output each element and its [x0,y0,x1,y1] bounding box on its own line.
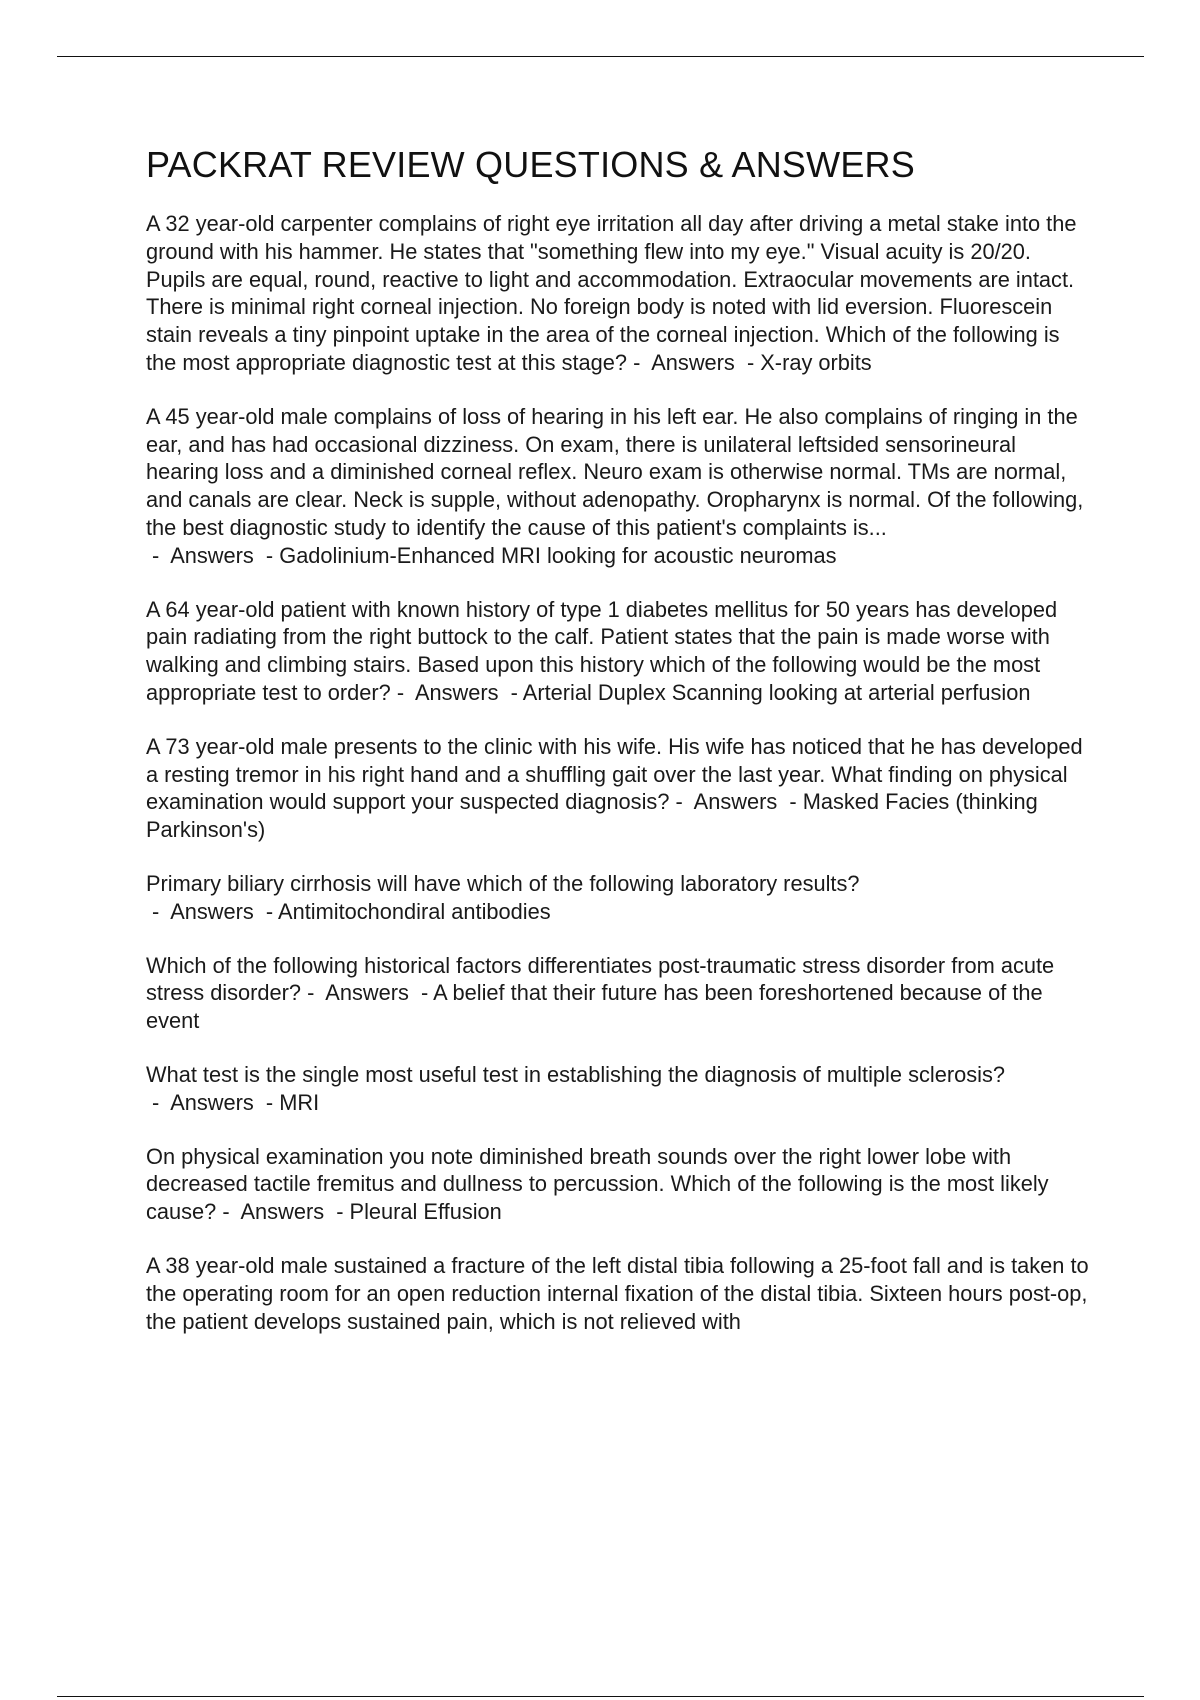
question-text: A 38 year-old male sustained a fracture of the left distal tibia following a 25-foot fall and is taken to the operating room for an open reduction internal fixation of the distal tibia. Sixteen hours post-op, the patient develops sustained pain, which is not relieved with [146,1252,1089,1334]
question-text: A 32 year-old carpenter complains of right eye irritation all day after driving a metal stake into the ground with his hammer. He states that "something flew into my eye." Visual acuity is 20/20. Pupils are equal, round, reactive to light and accommodation. Extraocular movements are intact. There is minimal right corneal injection. No foreign body is noted with lid eversion. Fluorescein stain reveals a tiny pinpoint uptake in the area of the corneal injection. Which of the following is the most appropriate diagnostic test at this stage? [146,211,1077,375]
qa-item [146,733,1094,844]
question-text: On physical examination you note diminished breath sounds over the right lower lobe with decreased tactile fremitus and dullness to percussion. Which of the following is the most likely cause? [146,1143,1049,1225]
qa-item [146,952,1094,1035]
document-body [146,140,1094,1361]
answer-separator: - Answers - [146,542,280,568]
qa-item [146,1252,1094,1335]
answer-text: X-ray orbits [760,349,872,375]
answer-text: A belief that their future has been foreshortened because of the event [146,980,1043,1034]
answer-text: MRI [279,1089,320,1115]
answer-text: Antimitochondiral antibodies [278,898,551,924]
question-text: What test is the single most useful test in establishing the diagnosis of multiple sclerosis? [146,1061,1005,1087]
answer-separator: - Answers - [301,980,434,1006]
top-horizontal-rule [57,56,1144,57]
qa-item [146,210,1094,377]
question-text: A 45 year-old male complains of loss of hearing in his left ear. He also complains of ringing in the ear, and has had occasional dizziness. On exam, there is unilateral leftsided sensorineural hearing loss and a diminished corneal reflex. Neuro exam is otherwise normal. TMs are normal, and canals are clear. Neck is supple, without adenopathy. Oropharynx is normal. Of the following, the best diagnostic study to identify the cause of this patient's complaints is... [146,403,1084,540]
answer-separator: - Answers - [146,898,279,924]
answer-text: Gadolinium-Enhanced MRI looking for acoustic neuromas [279,542,837,568]
answer-separator: - Answers - [669,789,803,815]
answer-text: Arterial Duplex Scanning looking at arterial perfusion [522,679,1031,705]
answer-separator: - Answers - [146,1089,280,1115]
qa-item [146,1061,1094,1117]
qa-item [146,1143,1094,1226]
qa-item [146,870,1094,926]
answer-text: Masked Facies (thinking Parkinson's) [146,789,1038,843]
answer-text: Pleural Effusion [349,1199,502,1225]
qa-item [146,403,1094,570]
question-text: A 64 year-old patient with known history of type 1 diabetes mellitus for 50 years has developed pain radiating from the right buttock to the calf. Patient states that the pain is made worse with walking and climbing stairs. Based upon this history which of the following would be the most appropriate test to order? [146,596,1058,705]
answer-separator: - Answers - [627,349,761,375]
document-title: PACKRAT REVIEW QUESTIONS & ANSWERS [146,144,915,185]
question-text: Primary biliary cirrhosis will have which of the following laboratory results? [146,870,860,896]
answer-separator: - Answers - [390,679,523,705]
answer-separator: - Answers - [216,1199,350,1225]
question-text: Which of the following historical factors differentiates post-traumatic stress disorder from acute stress disorder? [146,952,1055,1006]
qa-list [146,210,1094,1335]
bottom-horizontal-rule [57,1696,1144,1697]
question-text: A 73 year-old male presents to the clinic with his wife. His wife has noticed that he has developed a resting tremor in his right hand and a shuffling gait over the last year. What finding on physical examination would support your suspected diagnosis? [146,733,1083,815]
qa-item [146,596,1094,707]
